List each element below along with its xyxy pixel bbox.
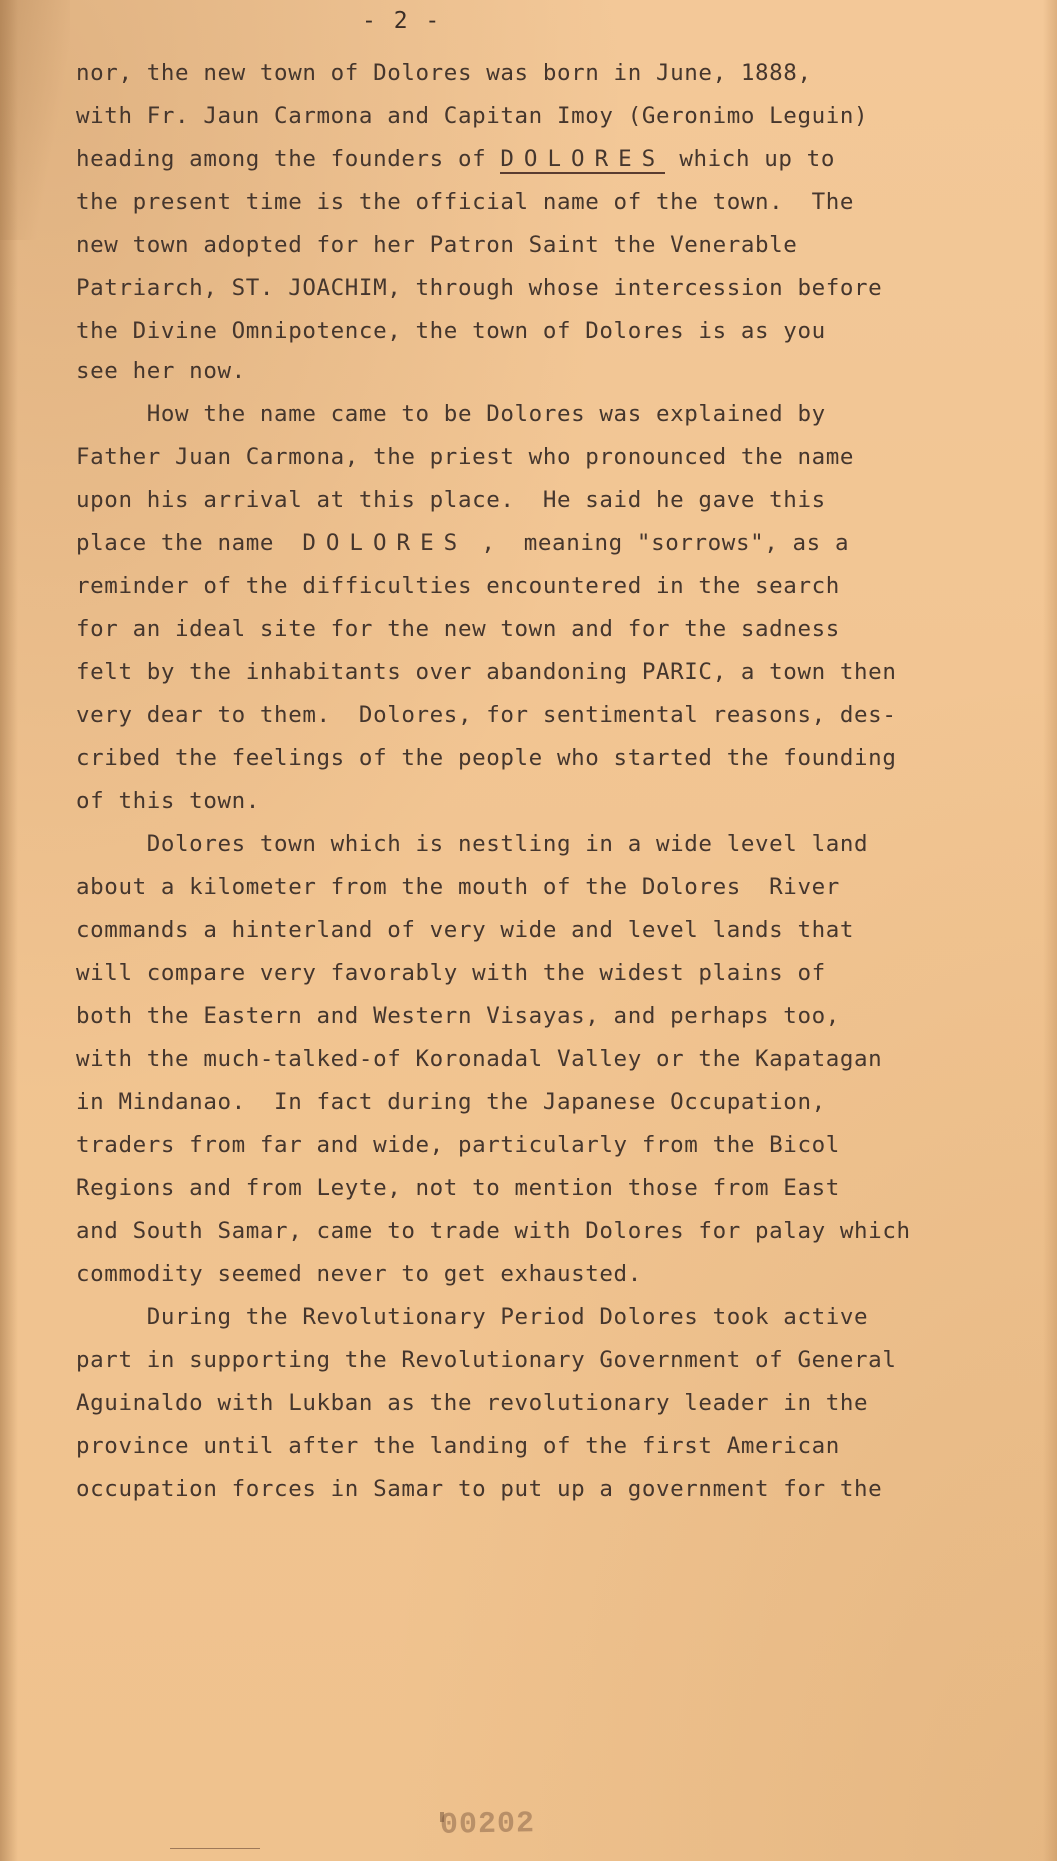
text-fragment: which up to (665, 146, 835, 172)
text-fragment: place the name (76, 530, 303, 556)
text-line: nor, the new town of Dolores was born in June, 1888, (76, 60, 812, 86)
text-line: Patriarch, ST. JOACHIM, through whose intercession before (76, 275, 883, 301)
page-left-edge-shading (0, 0, 18, 1861)
text-line: see her now. (76, 358, 246, 384)
text-line-with-underlined-name (76, 142, 835, 176)
text-line: Regions and from Leyte, not to mention those from East (76, 1175, 840, 1201)
text-line: felt by the inhabitants over abandoning PARIC, a town then (76, 659, 897, 685)
text-line: traders from far and wide, particularly from the Bicol (76, 1132, 840, 1158)
footer-rule (170, 1848, 260, 1849)
text-fragment: , meaning "sorrows", as a (467, 530, 850, 556)
archive-stamp-number: 00202 (439, 1807, 536, 1843)
text-line: with Fr. Jaun Carmona and Capitan Imoy (Geronimo Leguin) (76, 103, 869, 129)
text-line: of this town. (76, 788, 260, 814)
text-fragment: heading among the founders of (76, 146, 501, 172)
page-corner-shadow (0, 0, 70, 240)
text-line: occupation forces in Samar to put up a government for the (76, 1476, 883, 1502)
text-line: the present time is the official name of the town. The (76, 189, 855, 215)
text-line: with the much-talked-of Koronadal Valley or the Kapatagan (76, 1046, 883, 1072)
text-line: new town adopted for her Patron Saint the Venerable (76, 232, 798, 258)
text-line: both the Eastern and Western Visayas, and perhaps too, (76, 1003, 840, 1029)
text-line: about a kilometer from the mouth of the Dolores River (76, 874, 840, 900)
underlined-town-name: DOLORES (500, 146, 666, 172)
text-line: Aguinaldo with Lukban as the revolutionary leader in the (76, 1390, 869, 1416)
text-line: Dolores town which is nestling in a wide level land (76, 831, 869, 857)
text-line: part in supporting the Revolutionary Government of General (76, 1347, 897, 1373)
text-line: reminder of the difficulties encountered in the search (76, 573, 840, 599)
text-line: will compare very favorably with the widest plains of (76, 960, 826, 986)
text-line: How the name came to be Dolores was explained by (76, 401, 826, 427)
text-line: cribed the feelings of the people who started the founding (76, 745, 897, 771)
text-line: in Mindanao. In fact during the Japanese Occupation, (76, 1089, 826, 1115)
page-right-edge-shading (1043, 0, 1057, 1861)
text-line: Father Juan Carmona, the priest who pronounced the name (76, 444, 855, 470)
text-line: commodity seemed never to get exhausted. (76, 1261, 642, 1287)
text-line: During the Revolutionary Period Dolores took active (76, 1304, 869, 1330)
text-line: very dear to them. Dolores, for sentimental reasons, des- (76, 702, 897, 728)
text-line: the Divine Omnipotence, the town of Dolores is as you (76, 318, 826, 344)
text-line: for an ideal site for the new town and for the sadness (76, 616, 840, 642)
text-line: province until after the landing of the first American (76, 1433, 840, 1459)
page-number: - 2 - (362, 8, 442, 34)
text-line-with-spaced-name (76, 526, 849, 560)
text-line: and South Samar, came to trade with Dolores for palay which (76, 1218, 911, 1244)
text-line: upon his arrival at this place. He said he gave this (76, 487, 826, 513)
text-line: commands a hinterland of very wide and level lands that (76, 917, 855, 943)
spaced-town-name: DOLORES (302, 530, 468, 556)
